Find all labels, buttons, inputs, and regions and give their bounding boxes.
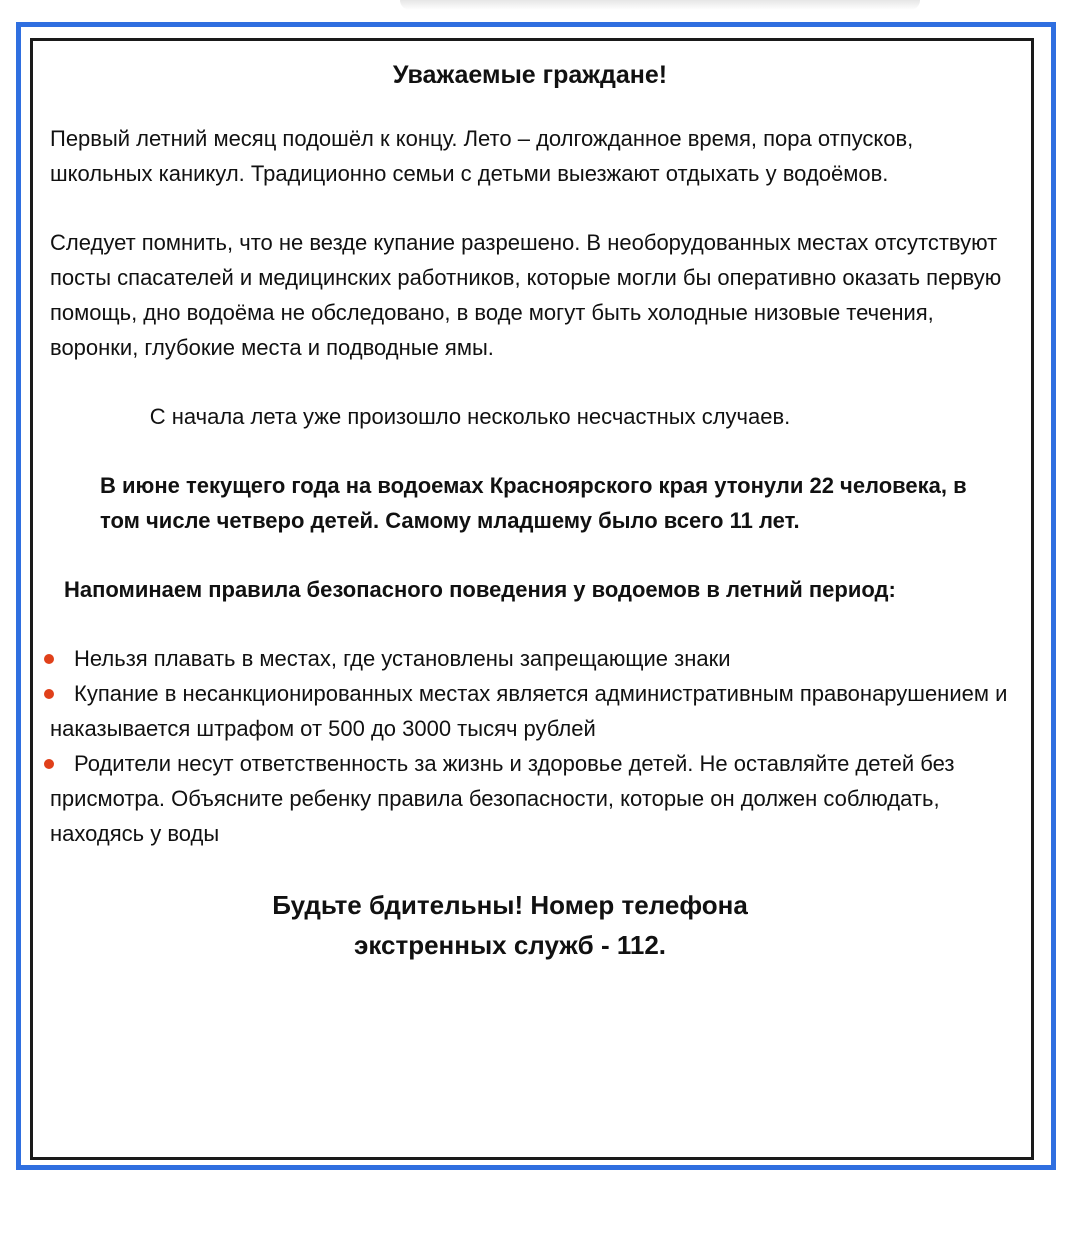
intro-paragraph: Первый летний месяц подошёл к концу. Лето – долгожданное время, пора отпусков, школьных каникул. Традиционно семьи с детьми выезжают отдыхать у водоёмов. xyxy=(50,126,914,186)
rule-text: Родители несут ответственность за жизнь и здоровье детей. Не оставляйте детей без присмотра. Объясните ребенку правила безопасности, которые он должен соблюдать, находясь у воды xyxy=(50,751,955,846)
footer-line-2: экстренных служб - 112. xyxy=(353,930,667,960)
footer-line-1: Будьте бдительны! Номер телефона xyxy=(272,890,748,920)
notice-content xyxy=(50,50,1010,965)
bullet-dot-icon xyxy=(44,689,54,699)
warning-paragraph: Следует помнить, что не везде купание разрешено. В необорудованных местах отсутствуют посты спасателей и медицинских работников, которые могли бы оперативно оказать первую помощь, дно водоёма не обследовано, в воде могут быть холодные низовые течения, воронки, глубокие места и подводные ямы. xyxy=(50,230,1002,360)
statistics-highlight: В июне текущего года на водоемах Красноярского края утонули 22 человека, в том числе четверо детей. Самому младшему было всего 11 лет. xyxy=(100,473,967,533)
bullet-dot-icon xyxy=(44,759,54,769)
top-edge-shadow xyxy=(400,0,920,10)
notice-title: Уважаемые граждане! xyxy=(392,61,668,89)
rule-text: Купание в несанкционированных местах является административным правонарушением и наказывается штрафом от 500 до 3000 тысяч рублей xyxy=(50,681,1008,741)
rule-item xyxy=(50,676,1010,746)
rule-item xyxy=(50,746,1010,851)
rule-item xyxy=(50,641,1010,676)
accidents-paragraph: С начала лета уже произошло несколько несчастных случаев. xyxy=(149,404,791,429)
rules-list xyxy=(50,641,1010,851)
bullet-dot-icon xyxy=(44,654,54,664)
rule-text: Нельзя плавать в местах, где установлены запрещающие знаки xyxy=(74,646,731,671)
rules-heading: Напоминаем правила безопасного поведения у водоемов в летний период: xyxy=(64,577,896,602)
emergency-footer xyxy=(50,885,1010,965)
